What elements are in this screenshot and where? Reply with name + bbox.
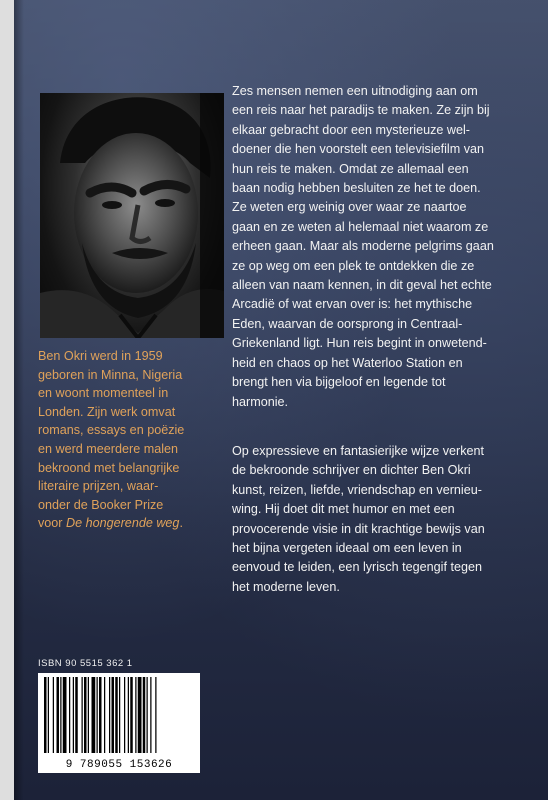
barcode-bar xyxy=(75,677,78,753)
barcode-bar xyxy=(63,677,67,753)
barcode-bar xyxy=(138,677,142,753)
barcode-bar xyxy=(69,677,70,753)
barcode-bar xyxy=(119,677,120,753)
isbn-label: ISBN 90 5515 362 1 xyxy=(38,658,133,669)
barcode-bar xyxy=(130,677,133,753)
author-photo xyxy=(40,93,224,338)
author-bio-end: . xyxy=(179,516,183,531)
blurb-paragraph-2: Op expressieve en fantasierijke wijze verkent de bekroonde schrijver en dichter Ben Okri kunst, reizen, liefde, vriendschap en vernieu- wing. Hij doet dit met humor en met een provocerende visie in dit krachtige bewijs van het bijna vergeten ideaal om een leven in eenvoud te leiden, een lyrisch tegengif tegen het moderne leven. xyxy=(232,444,485,594)
barcode-bar xyxy=(147,677,148,753)
barcode-bar xyxy=(124,677,125,753)
barcode-area xyxy=(38,658,228,773)
barcode-bar xyxy=(112,677,115,753)
barcode-bar xyxy=(128,677,129,753)
barcode-bar xyxy=(44,677,47,753)
barcode-bar xyxy=(82,677,83,753)
barcode-bar xyxy=(143,677,146,753)
barcode-bar xyxy=(92,677,96,753)
barcode-bar xyxy=(53,677,54,753)
barcode-bar xyxy=(84,677,87,753)
barcode-digits: 9 789055 153626 xyxy=(65,759,173,771)
barcode-bar xyxy=(135,677,136,753)
barcode-bar xyxy=(104,677,105,753)
barcode-bar xyxy=(155,677,156,753)
barcode-bar xyxy=(57,677,60,753)
barcode xyxy=(38,673,200,773)
barcode-bar xyxy=(109,677,110,753)
book-back-cover xyxy=(14,0,548,800)
barcode-bars xyxy=(42,677,196,753)
blurb-paragraph-1: Zes mensen nemen een uitnodiging aan om een reis naar het paradijs te maken. Ze zijn bij elkaar gebracht door een mysterieuze wel- doener die hen voorstelt een televisiefilm van hun reis te maken. Omdat ze allemaal een baan nodig hebben besluiten ze het te doen. Ze weten erg weinig over waar ze naartoe gaan en ze weten al helemaal niet waarom ze erheen gaan. Maar als moderne pelgrims gaan ze op weg om een plek te ontdekken die ze alleen van naam kennen, in dit geval het echte Arcadië of wat ervan over is: het mythische Eden, waarvan de oorsprong in Centraal- Griekenland ligt. Hun reis begint in onwetend- heid en chaos op het Waterloo Station en brengt hen via bijgeloof en legende tot harmonie. xyxy=(232,84,494,409)
barcode-bar xyxy=(60,677,61,753)
author-portrait-illustration xyxy=(40,93,224,338)
barcode-bar xyxy=(150,677,151,753)
barcode-bar xyxy=(48,677,49,753)
spine-shadow xyxy=(14,0,24,800)
barcode-bar xyxy=(73,677,74,753)
barcode-bar xyxy=(88,677,89,753)
barcode-bar xyxy=(97,677,98,753)
author-bio xyxy=(38,347,238,533)
barcode-bar xyxy=(99,677,102,753)
barcode-bar xyxy=(115,677,118,753)
author-bio-text: Ben Okri werd in 1959 geboren in Minna, Nigeria en woont momenteel in Londen. Zijn werk omvat romans, essays en poëzie en werd meerdere malen bekroond met belangrijke literaire prijzen, waar- onder de Booker Prize voor xyxy=(38,349,185,531)
author-book-title: De hongerende weg xyxy=(66,516,180,531)
